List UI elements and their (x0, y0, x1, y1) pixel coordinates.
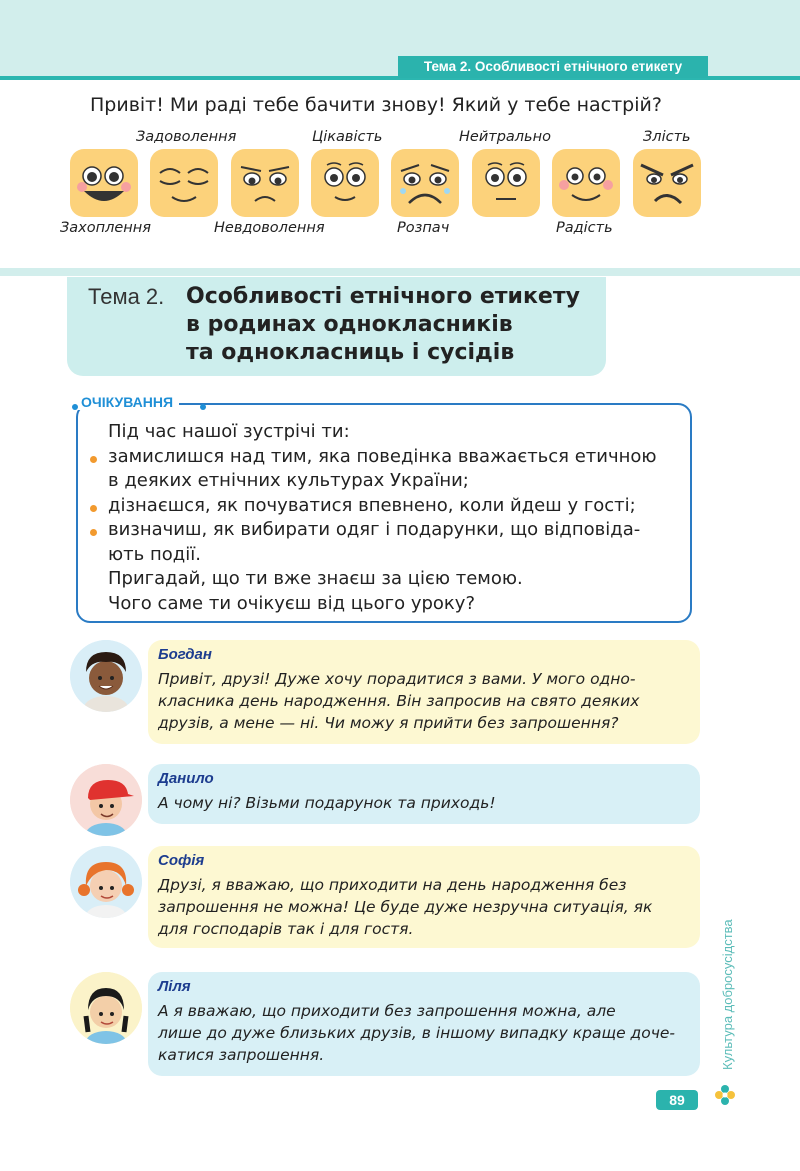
mood-label-content: Задоволення (136, 129, 237, 145)
list-item: визначиш, як вибирати одяг і подарунки, що відповіда- ють події. (88, 518, 668, 567)
label-dot-left (72, 404, 78, 410)
side-section-title: Культура добросусідства (720, 919, 735, 1070)
content-face-icon[interactable] (150, 149, 218, 217)
expectations-outro-line: Чого саме ти очікуєш від цього уроку? (108, 592, 476, 614)
speaker-name: Ліля (158, 978, 191, 995)
despair-face-icon[interactable] (391, 149, 459, 217)
neutral-face-icon[interactable] (472, 149, 540, 217)
expectations-list (108, 445, 688, 568)
dialogue-bubble-lilia (148, 972, 700, 1076)
list-item: замислишся над тим, яка поведінка вважається етичною в деяких етнічних культурах України; (88, 445, 668, 494)
topic-title-line: в родинах однокласників (186, 312, 513, 337)
bullet-icon (90, 529, 97, 536)
label-dot-right (200, 404, 206, 410)
displeased-face-icon[interactable] (231, 149, 299, 217)
topic-title-line: та однокласниць і сусідів (186, 340, 515, 365)
avatar-sofiia (70, 846, 142, 918)
section-band (0, 268, 800, 276)
mood-label-curious: Цікавість (312, 129, 383, 145)
expectations-intro: Під час нашої зустрічі ти: (108, 421, 350, 442)
speaker-name: Богдан (158, 646, 212, 663)
happy-face-icon[interactable] (552, 149, 620, 217)
expectations-outro-line: Пригадай, що ти вже знаєш за цією темою. (108, 568, 523, 589)
topic-tab: Тема 2. Особливості етнічного етикету (398, 56, 708, 78)
bullet-icon (90, 456, 97, 463)
avatar-lilia (70, 972, 142, 1044)
speaker-name: Софія (158, 852, 205, 869)
avatar-danylo (70, 764, 142, 836)
greeting-text: Привіт! Ми раді тебе бачити знову! Який у тебе настрій? (90, 94, 662, 116)
mood-label-excitement: Захоплення (60, 220, 151, 236)
mood-label-despair: Розпач (397, 220, 450, 236)
list-item: дізнаєшся, як почуватися впевнено, коли йдеш у гості; (88, 494, 668, 519)
mood-label-neutral: Нейтрально (459, 129, 551, 145)
speech-text: А чому ні? Візьми подарунок та приходь! (158, 794, 496, 812)
topic-title-line: Особливості етнічного етикету (186, 284, 580, 309)
dialogue-bubble-danylo (148, 764, 700, 824)
curious-face-icon[interactable] (311, 149, 379, 217)
topic-label: Тема 2. (88, 284, 165, 309)
speech-text: А я вважаю, що приходити без запрошення можна, але лише до дуже близьких друзів, в іншому випадку краще доче- катися запрошення. (158, 1002, 676, 1064)
speech-text: Привіт, друзі! Дуже хочу порадитися з вами. У мого одно- класника день народження. Він запросив на свято деяких друзів, а мене — ні. Чи можу я прийти без запрошення? (158, 670, 640, 732)
mood-label-displeasure: Невдоволення (214, 220, 325, 236)
mood-label-joy: Радість (556, 220, 613, 236)
flower-icon (714, 1084, 736, 1106)
mood-label-anger: Злість (643, 129, 691, 145)
speech-text: Друзі, я вважаю, що приходити на день народження без запрошення не можна! Це буде дуже незручна ситуація, як для господарів так і для гостя. (158, 876, 653, 938)
expectations-text (108, 420, 688, 616)
bullet-icon (90, 505, 97, 512)
avatar-bohdan (70, 640, 142, 712)
dialogue-bubble-sofiia (148, 846, 700, 948)
angry-face-icon[interactable] (633, 149, 701, 217)
dialogue-bubble-bohdan (148, 640, 700, 744)
excited-face-icon[interactable] (70, 149, 138, 217)
topic-title (186, 283, 580, 367)
expectations-label: ОЧІКУВАННЯ (71, 394, 179, 410)
speaker-name: Данило (158, 770, 214, 787)
page-number: 89 (656, 1090, 698, 1110)
